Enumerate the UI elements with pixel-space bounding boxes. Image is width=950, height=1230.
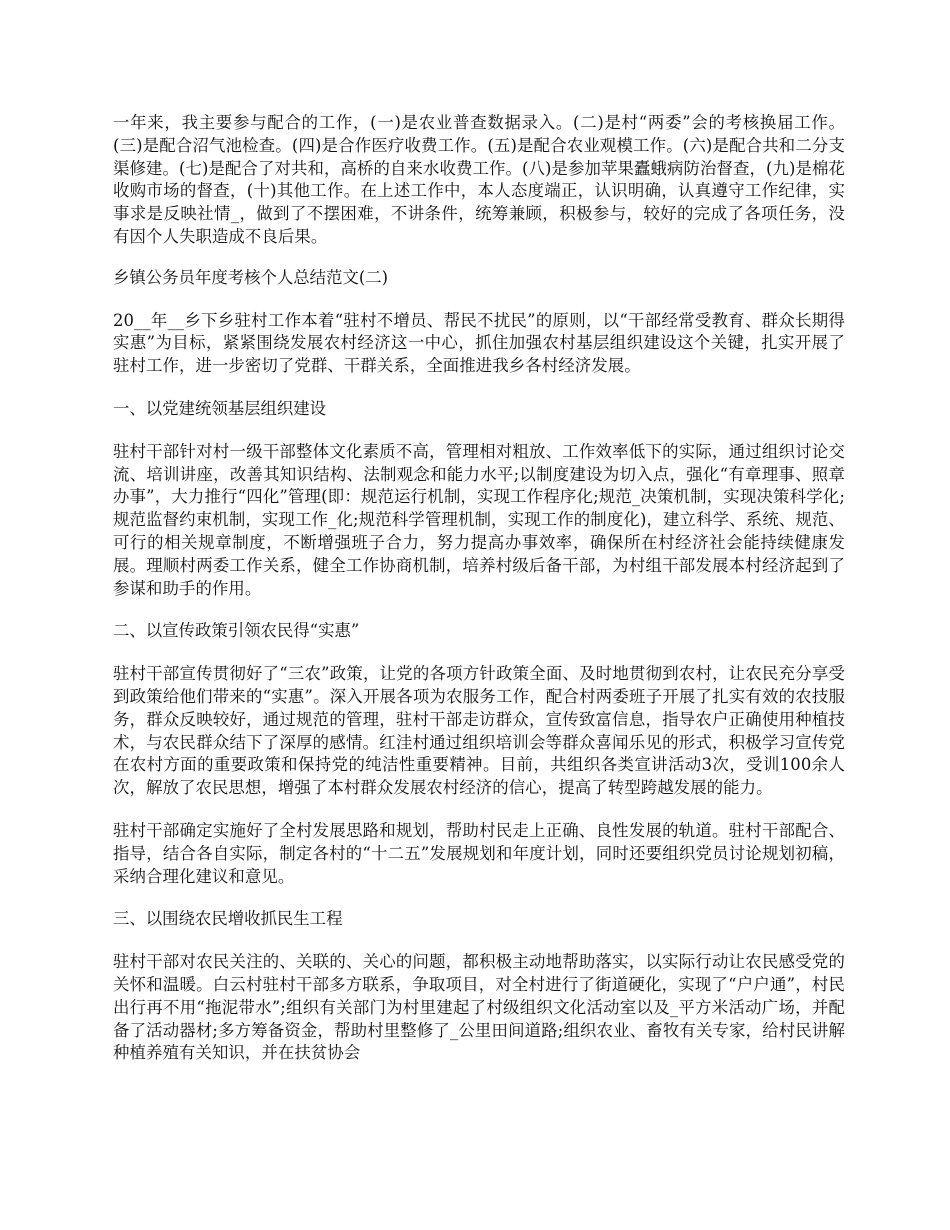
heading-party-building: 一、以党建统领基层组织建设: [113, 398, 327, 418]
paragraph-development-plan: 驻村干部确定实施好了全村发展思路和规划，帮助村民走上正确、良性发展的轨道。驻村干部配合、指导，结合各自实际，制定各村的“十二五”发展规划和年度计划，同时还要组织党员讨论规划初稿，采纳合理化建议和意见。: [113, 820, 845, 886]
paragraph-work-summary: 一年来，我主要参与配合的工作，(一)是农业普查数据录入。(二)是村“两委”会的考核换届工作。(三)是配合沼气池检查。(四)是合作医疗收费工作。(五)是配合农业观模工作。(六)是配合共和二分支渠修建。(七)是配合了对共和，高桥的自来水收费工作。(八)是参加苹果蠹蛾病防治督查，(九)是棉花收购市场的督查，(十)其他工作。在上述工作中，本人态度端正，认识明确，认真遵守工作纪律，实事求是反映社情_，做到了不摆困难，不讲条件，统筹兼顾，积极参与，较好的完成了各项任务，没有因个人失职造成不良后果。: [113, 113, 845, 246]
heading-livelihood: 三、以围绕农民增收抓民生工程: [113, 909, 343, 929]
paragraph-intro: 20__年__乡下乡驻村工作本着“驻村不增员、帮民不扰民”的原则，以“干部经常受教育、群众长期得实惠”为目标，紧紧围绕发展农村经济这一中心，抓住加强农村基层组织建设这个关键，扎实开展了驻村工作，进一步密切了党群、干群关系，全面推进我乡各村经济发展。: [113, 310, 845, 376]
paragraph-livelihood: 驻村干部对农民关注的、关联的、关心的问题，都积极主动地帮助落实，以实际行动让农民感受党的关怀和温暖。白云村驻村干部多方联系，争取项目，对全村进行了街道硬化，实现了“户户通”，村民出行再不用“拖泥带水”;组织有关部门为村里建起了村级组织文化活动室以及_平方米活动广场，并配备了活动器材;多方筹备资金，帮助村里整修了_公里田间道路;组织农业、畜牧有关专家，给村民讲解种植养殖有关知识，并在扶贫协会: [113, 952, 845, 1063]
section-title: 乡镇公务员年度考核个人总结范文(二): [113, 267, 389, 287]
document-page: [113, 112, 845, 1085]
heading-policy-promotion: 二、以宣传政策引领农民得“实惠”: [113, 621, 360, 641]
paragraph-policy-promotion: 驻村干部宣传贯彻好了“三农”政策，让党的各项方针政策全面、及时地贯彻到农村，让农民充分享受到政策给他们带来的“实惠”。深入开展各项为农服务工作，配合村两委班子开展了扎实有效的农技服务，群众反映较好，通过规范的管理，驻村干部走访群众，宣传致富信息，指导农户正确使用种植技术，与农民群众结下了深厚的感情。红洼村通过组织培训会等群众喜闻乐见的形式，积极学习宣传党在农村方面的重要政策和保持党的纯洁性重要精神。目前，共组织各类宣讲活动3次，受训100余人次，解放了农民思想，增强了本村群众发展农村经济的信心，提高了转型跨越发展的能力。: [113, 664, 845, 798]
paragraph-party-building: 驻村干部针对村一级干部整体文化素质不高，管理相对粗放、工作效率低下的实际，通过组织讨论交流、培训讲座，改善其知识结构、法制观念和能力水平;以制度建设为切入点，强化“有章理事、照章办事”，大力推行“四化”管理(即：规范运行机制，实现工作程序化;规范_决策机制，实现决策科学化;规范监督约束机制，实现工作_化;规范科学管理机制，实现工作的制度化)，建立科学、系统、规范、可行的相关规章制度，不断增强班子合力，努力提高办事效率，确保所在村经济社会能持续健康发展。理顺村两委工作关系，健全工作协商机制，培养村级后备干部，为村组干部发展本村经济起到了参谋和助手的作用。: [113, 441, 845, 598]
